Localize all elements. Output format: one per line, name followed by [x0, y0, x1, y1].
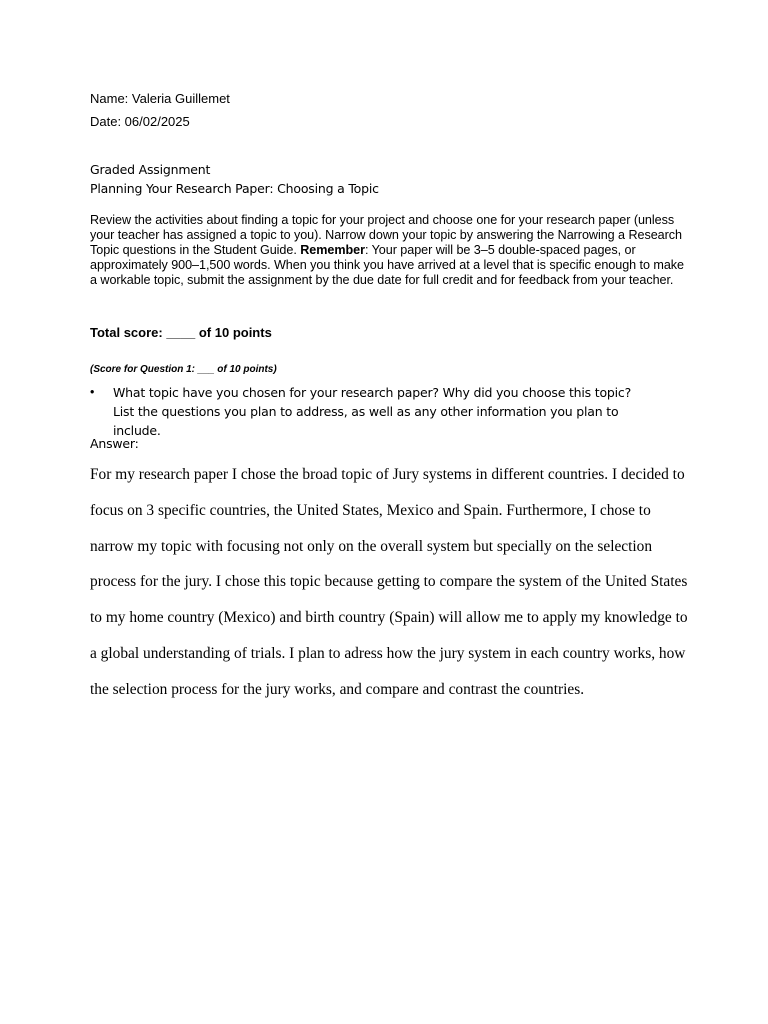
question-text: What topic have you chosen for your research paper? Why did you choose this topic? List the questions you plan to address, as well as any other information you plan to include.: [113, 385, 632, 438]
assignment-type: Graded Assignment: [90, 162, 211, 177]
remember-label: Remember: [300, 243, 365, 257]
instructions-part1: Review the activities about finding a topic for your project and choose one for your research paper (unless your teacher has assigned a topic to you). Narrow down your topic by answering the Narrowing a Research Topic questions in the Student Guide.: [90, 213, 682, 257]
answer-line: process for the jury. I chose this topic because getting to compare the system of the United States: [90, 573, 688, 591]
instructions-paragraph: [90, 213, 688, 288]
assignment-title: Planning Your Research Paper: Choosing a Topic: [90, 181, 379, 196]
answer-label: Answer:: [90, 436, 139, 451]
answer-line: to my home country (Mexico) and birth country (Spain) will allow me to apply my knowledge to: [90, 609, 688, 627]
bullet: •: [90, 385, 95, 399]
answer-line: narrow my topic with focusing not only on the overall system but specially on the selection: [90, 537, 653, 555]
total-score: Total score: ____ of 10 points: [90, 325, 272, 340]
question1-score: (Score for Question 1: ___ of 10 points): [90, 364, 277, 375]
answer-line: focus on 3 specific countries, the United States, Mexico and Spain. Furthermore, I chose to: [90, 501, 651, 519]
answer-line: For my research paper I chose the broad topic of Jury systems in different countries. I decided to: [90, 466, 685, 483]
date: Date: 06/02/2025: [90, 114, 190, 129]
answer-line: a global understanding of trials. I plan to adress how the jury system in each country works, how: [90, 644, 686, 662]
answer-line: the selection process for the jury works, and compare and contrast the countries.: [90, 680, 585, 698]
answer-text: [90, 457, 688, 708]
question-list-item: [90, 383, 650, 440]
student-name: Name: Valeria Guillemet: [90, 91, 230, 106]
instructions-part2: : Your paper will be 3–5 double-spaced pages, or approximately 900–1,500 words. When you think you have arrived at a level that is specific enough to make a workable topic, submit the assignment by the due date for full credit and for feedback from your teacher.: [90, 243, 684, 287]
